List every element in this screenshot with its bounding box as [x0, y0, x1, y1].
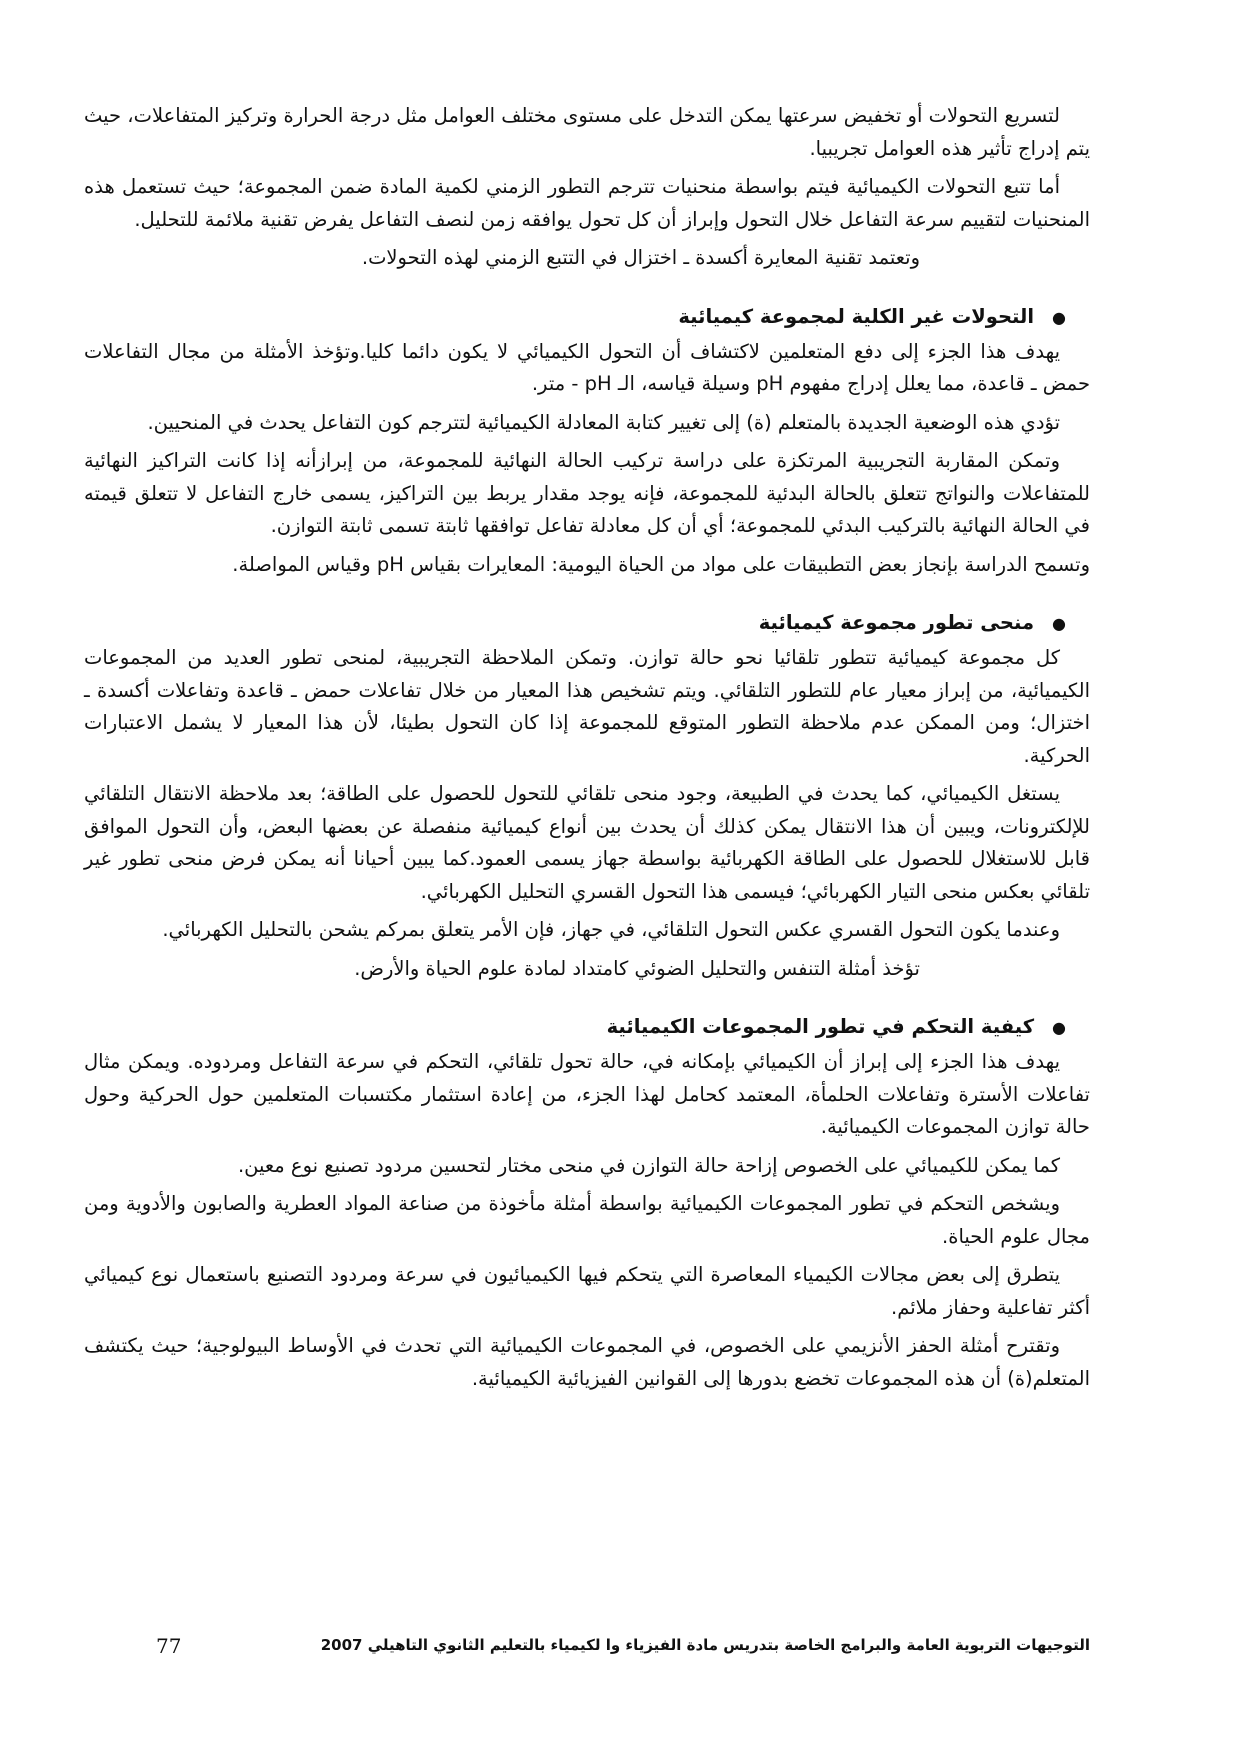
- section-1-paragraph-1: يهدف هذا الجزء إلى دفع المتعلمين لاكتشاف أن التحول الكيميائي لا يكون دائما كليا.وتؤخذ الأمثلة من مجال التفاعلات حمض ـ قاعدة، مما يعلل إدراج مفهوم pH وسيلة قياسه، الـ pH - متر.: [84, 339, 1090, 395]
- section-1-heading: [84, 301, 1090, 334]
- section-3-paragraph-1: يهدف هذا الجزء إلى إبراز أن الكيميائي بإمكانه في، حالة تحول تلقائي، التحكم في سرعة التفاعل ومردوده. ويمكن مثال تفاعلات الأسترة وتفاعلات الحلمأة، المعتمد كحامل لهذا الجزء، من إعادة استثمار مكتسبات المتعلمين حول الحركية وحول حالة توازن المجموعات الكيميائية.: [84, 1050, 1090, 1138]
- intro-paragraph-3: وتعتمد تقنية المعايرة أكسدة ـ اختزال في التتبع الزمني لهذه التحولات.: [361, 246, 920, 269]
- section-2-paragraph-1: كل مجموعة كيميائية تتطور تلقائيا نحو حالة توازن. وتمكن الملاحظة التجريبية، لمنحى تطور العديد من المجموعات الكيميائية، من إبراز معيار عام للتطور التلقائي. ويتم تشخيص هذا المعيار من خلال تفاعلات حمض ـ قاعدة وتفاعلات أكسدة ـ اختزال؛ ومن الممكن عدم ملاحظة التطور المتوقع للمجموعة إذا كان التحول بطيئا، لأن هذا المعيار لا يشمل الاعتبارات الحركية.: [84, 646, 1090, 767]
- section-3-title: كيفية التحكم في تطور المجموعات الكيميائية: [606, 1015, 1035, 1038]
- section-3-paragraph-5: وتقترح أمثلة الحفز الأنزيمي على الخصوص، في المجموعات الكيميائية التي تحدث في الأوساط البيولوجية؛ حيث يكتشف المتعلم(ة) أن هذه المجموعات تخضع بدورها إلى القوانين الفيزيائية الكيميائية.: [84, 1334, 1090, 1390]
- section-2-paragraph-3: وعندما يكون التحول القسري عكس التحول التلقائي، في جهاز، فإن الأمر يتعلق بمركم يشحن بالتحليل الكهربائي.: [162, 918, 1060, 941]
- bullet-icon: ●: [1052, 1018, 1066, 1037]
- bullet-icon: ●: [1052, 307, 1066, 327]
- section-2-heading: [84, 607, 1090, 640]
- section-2-paragraph-4: تؤخذ أمثلة التنفس والتحليل الضوئي كامتداد لمادة علوم الحياة والأرض.: [354, 956, 920, 980]
- bullet-icon: ●: [1052, 614, 1066, 633]
- footer-text: التوجيهات التربوية العامة والبرامج الخاصة بتدريس مادة الفيزياء وا لكيمياء بالتعليم الثانوي التاهيلي 2007: [320, 1636, 1090, 1654]
- section-1-paragraph-3: وتمكن المقاربة التجريبية المرتكزة على دراسة تركيب الحالة النهائية للمجموعة، من إبرازأنه إذا كانت التراكيز النهائية للمتفاعلات والنواتج تتعلق بالحالة البدئية للمجموعة، فإنه يوجد مقدار يربط بين التراكيز، يسمى خارج التفاعل لا تتعلق قيمته في الحالة النهائية بالتركيب البدئي للمجموعة؛ أي أن كل معادلة تفاعل توافقها ثابتة تسمى ثابتة التوازن.: [84, 449, 1090, 537]
- page-number: 77: [156, 1634, 182, 1658]
- intro-paragraph-2: أما تتبع التحولات الكيميائية فيتم بواسطة منحنيات تترجم التطور الزمني لكمية المادة ضمن المجموعة؛ حيث تستعمل هذه المنحنيات لتقييم سرعة التفاعل خلال التحول وإبراز أن كل تحول يوافقه زمن لنصف التفاعل يفرض تقنية ملائمة للتحليل.: [84, 175, 1090, 231]
- section-2-paragraph-2: يستغل الكيميائي، كما يحدث في الطبيعة، وجود منحى تلقائي للتحول للحصول على الطاقة؛ بعد ملاحظة الانتقال التلقائي للإلكترونات، ويبين أن هذا الانتقال يمكن كذلك أن يحدث بين أنواع كيميائية منفصلة عن بعضها البعض، وأن التحول الموافق قابل للاستغلال للحصول على الطاقة الكهربائية بواسطة جهاز يسمى العمود.كما يبين أحيانا أنه يمكن فرض منحى تطور غير تلقائي بعكس منحى التيار الكهربائي؛ فيسمى هذا التحول القسري التحليل الكهربائي.: [84, 782, 1090, 903]
- page-footer: [84, 1634, 1090, 1658]
- section-3-paragraph-4: يتطرق إلى بعض مجالات الكيمياء المعاصرة التي يتحكم فيها الكيميائيون في سرعة ومردود التصنيع باستعمال نوع كيميائي أكثر تفاعلية وحفاز ملائم.: [84, 1263, 1090, 1319]
- section-3-heading: [84, 1011, 1090, 1044]
- document-page: [84, 100, 1090, 1401]
- section-1-paragraph-4: وتسمح الدراسة بإنجاز بعض التطبيقات على مواد من الحياة اليومية: المعايرات بقياس pH وقياس المواصلة.: [232, 552, 1090, 576]
- section-2-title: منحى تطور مجموعة كيميائية: [758, 611, 1035, 634]
- section-1-title: التحولات غير الكلية لمجموعة كيميائية: [678, 304, 1035, 328]
- intro-paragraph-1: لتسريع التحولات أو تخفيض سرعتها يمكن التدخل على مستوى مختلف العوامل مثل درجة الحرارة وتركيز المتفاعلات، حيث يتم إدراج تأثير هذه العوامل تجريبيا.: [84, 104, 1090, 160]
- section-1-paragraph-2: تؤدي هذه الوضعية الجديدة بالمتعلم (ة) إلى تغيير كتابة المعادلة الكيميائية لتترجم كون التفاعل يحدث في المنحيين.: [147, 410, 1060, 434]
- section-3-paragraph-2: كما يمكن للكيميائي على الخصوص إزاحة حالة التوازن في منحى مختار لتحسين مردود تصنيع نوع معين.: [237, 1153, 1060, 1177]
- section-3-paragraph-3: ويشخص التحكم في تطور المجموعات الكيميائية بواسطة أمثلة مأخوذة من صناعة المواد العطرية والصابون والأدوية ومن مجال علوم الحياة.: [84, 1192, 1090, 1248]
